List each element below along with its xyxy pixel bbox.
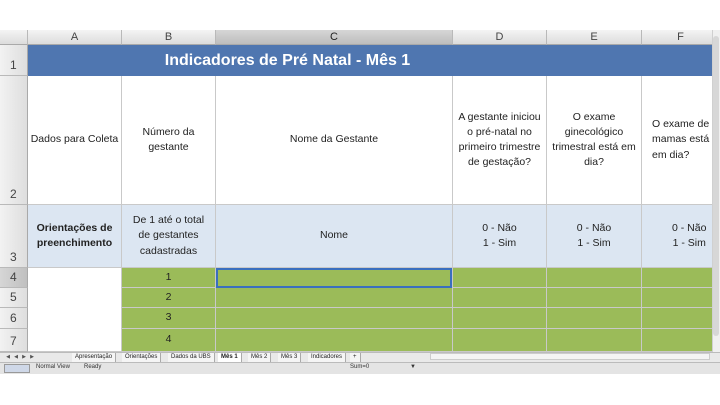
horizontal-scrollbar[interactable] [430,353,710,360]
cell-e2[interactable]: O exame ginecológico trimestral está em dia? [547,76,642,205]
row-header-3[interactable]: 3 [0,205,28,268]
prev-sheet-icon[interactable]: ◀ [14,354,18,360]
cell-e3[interactable]: 0 - Não 1 - Sim [547,205,642,268]
cell-d5[interactable] [453,288,547,308]
cell-b3[interactable]: De 1 até o total de gestantes cadastradas [122,205,216,268]
tab-dados-ubs[interactable]: Dados da UBS [168,353,215,362]
cell-f7[interactable] [642,329,720,352]
cell-d3[interactable]: 0 - Não 1 - Sim [453,205,547,268]
last-sheet-icon[interactable]: ▶ [30,354,34,360]
next-sheet-icon[interactable]: ▶ [22,354,26,360]
status-bar [0,362,720,374]
cell-e7[interactable] [547,329,642,352]
cell-e5[interactable] [547,288,642,308]
cell-c7[interactable] [216,329,453,352]
cell-b4[interactable]: 1 [122,268,216,288]
cell-c5[interactable] [216,288,453,308]
column-header-d[interactable]: D [453,30,547,45]
column-header-a[interactable]: A [28,30,122,45]
row-header-7[interactable]: 7 [0,329,28,352]
cell-f5[interactable] [642,288,720,308]
cell-b7[interactable]: 4 [122,329,216,352]
cell-c3[interactable]: Nome [216,205,453,268]
spreadsheet-grid[interactable] [0,30,720,352]
tab-mes-2[interactable]: Mês 2 [248,353,271,362]
cell-f4[interactable] [642,268,720,288]
first-sheet-icon[interactable]: ◀ [6,354,10,360]
row-header-4[interactable]: 4 [0,268,28,288]
select-all-corner[interactable] [0,30,28,45]
column-header-e[interactable]: E [547,30,642,45]
cell-d6[interactable] [453,308,547,329]
ready-status: Ready [84,364,102,370]
view-mode-label: Normal View [36,364,70,370]
tab-indicadores[interactable]: Indicadores [308,353,346,362]
column-header-b[interactable]: B [122,30,216,45]
tab-orientacoes[interactable]: Orientações [122,353,161,362]
cell-f3[interactable]: 0 - Não 1 - Sim [642,205,720,268]
cell-a4-a7[interactable] [28,268,122,352]
view-toggle-icon[interactable] [4,364,30,373]
cell-e6[interactable] [547,308,642,329]
add-sheet-button[interactable]: + [350,353,361,362]
column-header-f[interactable]: F [642,30,720,45]
row-header-1[interactable]: 1 [0,45,28,76]
cell-e4[interactable] [547,268,642,288]
vertical-scroll-thumb[interactable] [713,36,719,336]
cell-f6[interactable] [642,308,720,329]
sum-dropdown-icon[interactable]: ▼ [410,364,416,370]
column-header-c[interactable]: C [216,30,453,45]
tab-mes-1[interactable]: Mês 1 [218,353,242,362]
row-header-5[interactable]: 5 [0,288,28,308]
cell-d2[interactable]: A gestante iniciou o pré-natal no primeiro trimestre de gestação? [453,76,547,205]
cell-f2[interactable]: O exame de mamas está em dia? [642,76,720,205]
active-cell-selection [216,268,452,288]
tab-apresentacao[interactable]: Apresentação [72,353,116,362]
cell-a2[interactable]: Dados para Coleta [28,76,122,205]
cell-d7[interactable] [453,329,547,352]
cell-b6[interactable]: 3 [122,308,216,329]
tab-mes-3[interactable]: Mês 3 [278,353,301,362]
cell-c6[interactable] [216,308,453,329]
cell-d4[interactable] [453,268,547,288]
cell-c2[interactable]: Nome da Gestante [216,76,453,205]
cell-a3[interactable]: Orientações de preenchimento [28,205,122,268]
sum-readout[interactable]: Sum=0 [350,364,370,370]
sheet-title[interactable]: Indicadores de Pré Natal - Mês 1 [164,51,411,69]
cell-b2[interactable]: Número da gestante [122,76,216,205]
row-header-2[interactable]: 2 [0,76,28,205]
row-header-6[interactable]: 6 [0,308,28,329]
cell-b5[interactable]: 2 [122,288,216,308]
toolbar-area [0,0,720,30]
